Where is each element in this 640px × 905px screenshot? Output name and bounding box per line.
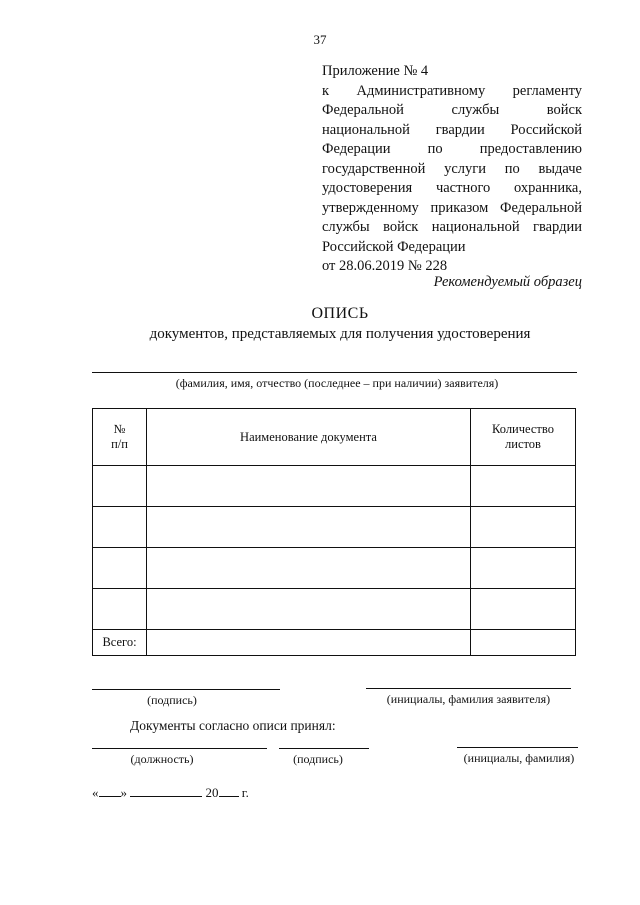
- cell-number[interactable]: [93, 589, 147, 630]
- cell-document-name[interactable]: [147, 466, 471, 507]
- receiver-signature-caption: (подпись): [293, 752, 343, 766]
- page-number: 37: [313, 32, 327, 47]
- cell-sheet-count[interactable]: [471, 548, 576, 589]
- column-header-number: № п/п: [93, 409, 147, 466]
- total-label: Всего:: [93, 630, 147, 656]
- cell-sheet-count[interactable]: [471, 589, 576, 630]
- appendix-line: национальной гвардии Российской: [322, 121, 582, 138]
- appendix-block: [322, 62, 582, 277]
- table-header-row: [93, 409, 576, 466]
- cell-document-name[interactable]: [147, 507, 471, 548]
- appendix-line: Федерации по предоставлению: [322, 141, 582, 157]
- table-row: [93, 589, 576, 630]
- document-subtitle: документов, представляемых для получения удостоверения: [149, 326, 531, 342]
- accepted-by-text: Документы согласно описи принял:: [130, 718, 336, 733]
- receiver-initials-caption: (инициалы, фамилия): [463, 751, 575, 765]
- appendix-line: удостоверения частного охранника,: [322, 180, 582, 196]
- appendix-line: Приложение № 4: [322, 63, 429, 79]
- receiver-initials-line[interactable]: [457, 747, 578, 748]
- table-row: [93, 466, 576, 507]
- table-row: [93, 507, 576, 548]
- receiver-signature-line[interactable]: [279, 748, 369, 749]
- date-day-blank[interactable]: [99, 784, 121, 797]
- appendix-line: службы войск национальной гвардии: [322, 219, 582, 235]
- table-row: [93, 548, 576, 589]
- date-year-suffix: г.: [241, 785, 249, 800]
- applicant-name-line[interactable]: [92, 372, 577, 373]
- date-line: [92, 784, 249, 801]
- cell-number[interactable]: [93, 507, 147, 548]
- appendix-line: государственной услуги по выдаче: [322, 160, 582, 177]
- date-year-blank[interactable]: [219, 784, 239, 797]
- column-header-sheet-count: Количество листов: [471, 409, 576, 466]
- applicant-signature-line[interactable]: [92, 689, 280, 690]
- cell-sheet-count[interactable]: [471, 466, 576, 507]
- inventory-table: [92, 408, 576, 656]
- date-year-prefix: 20: [205, 785, 219, 800]
- date-month-blank[interactable]: [130, 784, 202, 797]
- table-total-row: [93, 630, 576, 656]
- appendix-line: Российской Федерации: [322, 238, 466, 255]
- recommended-sample-label: Рекомендуемый образец: [433, 274, 582, 290]
- appendix-line: Федеральной службы войск: [322, 102, 582, 118]
- receiver-position-caption: (должность): [130, 752, 194, 766]
- appendix-line: к Административному регламенту: [322, 82, 582, 99]
- receiver-position-line[interactable]: [92, 748, 267, 749]
- applicant-name-caption: (фамилия, имя, отчество (последнее – при наличии) заявителя): [175, 376, 499, 390]
- column-header-document-name: Наименование документа: [147, 409, 471, 466]
- cell-total-sheet-count[interactable]: [471, 630, 576, 656]
- cell-sheet-count[interactable]: [471, 507, 576, 548]
- appendix-line: от 28.06.2019 № 228: [322, 258, 448, 274]
- cell-document-name[interactable]: [147, 589, 471, 630]
- appendix-line: утвержденному приказом Федеральной: [322, 199, 582, 216]
- date-open-quote: «: [92, 785, 99, 800]
- document-title: ОПИСЬ: [311, 305, 369, 322]
- date-close-quote: »: [120, 785, 127, 800]
- applicant-initials-caption: (инициалы, фамилия заявителя): [386, 692, 551, 706]
- applicant-initials-line[interactable]: [366, 688, 571, 689]
- applicant-signature-caption: (подпись): [147, 693, 197, 707]
- cell-number[interactable]: [93, 466, 147, 507]
- cell-document-name[interactable]: [147, 548, 471, 589]
- cell-number[interactable]: [93, 548, 147, 589]
- cell-total-document-name[interactable]: [147, 630, 471, 656]
